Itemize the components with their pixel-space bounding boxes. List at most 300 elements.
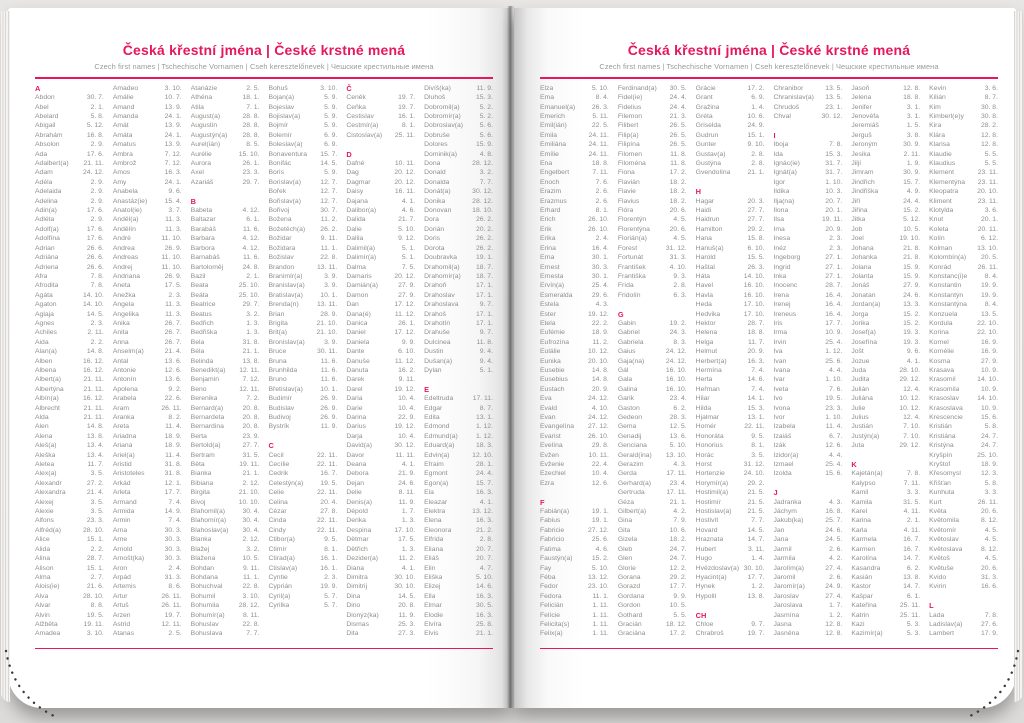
name-day-date: 1. 4. (751, 555, 765, 563)
first-name: Dušan(a) (424, 357, 453, 365)
first-name: Ivor (773, 414, 785, 422)
name-day-date: 12. 3. (980, 470, 998, 478)
first-name: Darja (346, 432, 363, 440)
first-name: Blahomil(a) (190, 508, 226, 516)
first-name: Gleb (617, 545, 633, 553)
name-day-date: 5. 7. (324, 592, 338, 600)
first-name: Hektor (695, 319, 716, 327)
name-day-date: 10. 10. (238, 498, 260, 506)
first-name: Branimír(a) (268, 272, 303, 280)
name-entry (191, 460, 260, 469)
name-day-date: 13. 4. (86, 442, 104, 450)
name-day-date: 26. 1. (242, 160, 260, 168)
name-day-date: 13. 5. (825, 94, 843, 102)
name-entry (113, 140, 182, 149)
letter-header: L (929, 601, 934, 611)
first-name: Květoslava (929, 545, 963, 553)
name-day-date: 30. 3. (164, 526, 182, 534)
first-name: Barbara (190, 235, 215, 243)
name-day-date: 21. 11. (83, 404, 104, 412)
first-name: Florián(a) (617, 235, 647, 243)
name-entry (35, 601, 104, 610)
name-day-date: 7. 4. (168, 498, 182, 506)
first-name: Hypolit (695, 592, 717, 600)
name-entry (191, 225, 260, 234)
first-name: Eliana (424, 545, 444, 553)
first-name: Hvězdoslav(a) (695, 564, 740, 572)
first-name: Aurora (190, 160, 212, 168)
name-day-date: 3. 6. (984, 207, 998, 215)
name-entry (191, 309, 260, 318)
name-entry (773, 497, 842, 506)
name-entry (113, 469, 182, 478)
first-name: Felicián (540, 602, 564, 610)
name-day-date: 2. 9. (90, 216, 104, 224)
name-entry (540, 225, 609, 234)
first-name: Dustin (424, 348, 444, 356)
name-day-date: 30. 3. (164, 536, 182, 544)
name-day-date: 7. 12. (164, 160, 182, 168)
name-day-date: 3. 3. (984, 489, 998, 497)
name-day-date: 14. 7. (903, 583, 921, 591)
name-day-date: 3. 10. (242, 592, 260, 600)
first-name: Alexandr (35, 479, 62, 487)
name-day-date: 15. 2. (903, 310, 921, 318)
first-name: Kateřina (851, 602, 877, 610)
name-day-date: 17. 11. (472, 395, 493, 403)
name-entry (773, 573, 842, 582)
name-entry (929, 234, 998, 243)
name-entry (424, 234, 493, 243)
first-name: Damián(a) (346, 282, 379, 290)
first-name: Kasián (851, 573, 873, 581)
name-day-date: 7. 4. (751, 385, 765, 393)
name-entry (540, 356, 609, 365)
name-entry (540, 281, 609, 290)
name-day-date: 17. 5. (164, 282, 182, 290)
name-entry (540, 291, 609, 300)
name-entry (268, 291, 337, 300)
name-entry (540, 328, 609, 337)
first-name: Edeltruda (424, 395, 454, 403)
name-column (35, 84, 104, 639)
name-entry (191, 620, 260, 629)
name-entry (268, 582, 337, 591)
name-day-date: 9. 7. (479, 301, 493, 309)
name-day-date: 30. 4. (242, 517, 260, 525)
name-entry (35, 535, 104, 544)
name-entry (35, 131, 104, 140)
name-entry (851, 563, 920, 572)
first-name: Adriána (35, 254, 59, 262)
name-entry (696, 620, 765, 629)
name-entry (35, 610, 104, 619)
name-day-date: 12. 8. (980, 131, 998, 139)
name-day-date: 16. 3. (475, 592, 493, 600)
name-entry (929, 196, 998, 205)
name-day-date: 26. 6. (86, 244, 104, 252)
name-entry (424, 178, 493, 187)
name-entry (696, 112, 765, 121)
name-day-date: 17. 10. (743, 310, 765, 318)
first-name: Brandon (268, 263, 295, 271)
name-entry (35, 244, 104, 253)
name-day-date: 6. 10. (398, 348, 416, 356)
first-name: Flavie (617, 188, 636, 196)
first-name: Havla (695, 291, 714, 299)
name-entry (346, 432, 415, 441)
first-name: Donald (424, 169, 446, 177)
first-name: Cézar (268, 508, 287, 516)
name-entry (618, 225, 687, 234)
name-day-date: 2. 4. (595, 235, 609, 243)
first-name: Gaja(na) (617, 357, 645, 365)
name-entry (113, 592, 182, 601)
name-entry (773, 159, 842, 168)
name-day-date: 13. 9. (164, 122, 182, 130)
first-name: Arnold (112, 545, 133, 553)
name-day-date: 14. 10. (743, 272, 765, 280)
name-day-date: 24. 11. (588, 150, 609, 158)
name-day-date: 26. 2. (475, 216, 493, 224)
first-name: Hostimír (695, 498, 721, 506)
name-entry (35, 394, 104, 403)
name-entry (346, 375, 415, 384)
name-entry (268, 178, 337, 187)
name-entry (929, 460, 998, 469)
first-name: Dan (346, 301, 359, 309)
name-day-date: 4. 1. (401, 461, 416, 469)
first-name: Ima (773, 225, 785, 233)
name-day-date: 2. 9. (90, 188, 104, 196)
name-entry (929, 112, 998, 121)
name-day-date: 16. 3. (475, 517, 493, 525)
first-name: Arna (112, 526, 128, 534)
first-name: Ingeborg (773, 254, 801, 262)
name-day-date: 12. 10. (472, 451, 493, 459)
name-day-date: 26. 9. (320, 404, 338, 412)
name-day-date: 24. 12. (83, 169, 104, 177)
letter-header: D (346, 149, 352, 159)
name-entry (851, 620, 920, 629)
name-day-date: 25. 4. (825, 461, 843, 469)
first-name: Amanda (112, 113, 139, 121)
first-name: Donovan (424, 207, 452, 215)
first-name: Alvar (35, 602, 51, 610)
first-name: Heřman (695, 385, 720, 393)
letter-header: F (540, 497, 545, 507)
name-day-date: 16. 9. (980, 338, 998, 346)
first-name: Barabáš (190, 225, 216, 233)
name-entry (696, 403, 765, 412)
first-name: Herbert(a) (695, 357, 727, 365)
first-name: Dulcinea (424, 338, 451, 346)
first-name: Fridolín (617, 291, 641, 299)
name-entry (618, 84, 687, 93)
name-entry (929, 309, 998, 318)
first-name: Ferdinand(a) (617, 84, 657, 92)
name-day-date: 24. 7. (669, 545, 687, 553)
name-day-date: 17. 2. (747, 84, 765, 92)
first-name: Dante (346, 348, 365, 356)
name-day-date: 22. 5. (591, 122, 609, 130)
name-day-date: 30. 7. (320, 207, 338, 215)
name-entry (113, 573, 182, 582)
name-entry (618, 206, 687, 215)
first-name: Filomen (617, 150, 643, 158)
name-entry (424, 140, 493, 149)
name-entry (268, 253, 337, 262)
first-name: Korina (929, 329, 949, 337)
name-day-date: 19. 5. (320, 479, 338, 487)
name-day-date: 11. 6. (242, 254, 260, 262)
name-entry (773, 592, 842, 601)
name-day-date: 24. 11. (588, 141, 609, 149)
first-name: Efraim (424, 461, 444, 469)
name-entry (191, 102, 260, 111)
name-column (424, 84, 493, 639)
name-day-date: 13. 11. (317, 263, 338, 271)
name-entry (696, 131, 765, 140)
first-name: Kalypso (851, 479, 876, 487)
name-day-date: 28. 8. (242, 122, 260, 130)
first-name: Blanka (190, 536, 212, 544)
name-entry (851, 432, 920, 441)
name-day-date: 29. 7. (242, 301, 260, 309)
name-entry (35, 620, 104, 629)
name-day-date: 15. 9. (903, 263, 921, 271)
first-name: Daria (346, 395, 363, 403)
name-day-date: 24. 12. (588, 414, 609, 422)
name-entry (268, 413, 337, 422)
first-name: Jonatan (851, 291, 876, 299)
name-day-date: 23. 3. (242, 169, 260, 177)
name-day-date: 20. 11. (977, 225, 998, 233)
name-day-date: 5. 6. (479, 122, 493, 130)
name-day-date: 16. 3. (475, 611, 493, 619)
first-name: Evženie (540, 461, 565, 469)
first-name: Brigita (268, 319, 288, 327)
name-day-date: 19. 3. (903, 338, 921, 346)
name-day-date: 16. 10. (743, 282, 765, 290)
name-day-date: 21. 11. (83, 385, 104, 393)
first-name: Darek (346, 376, 365, 384)
name-entry (35, 338, 104, 347)
name-entry (851, 394, 920, 403)
name-day-date: 8. 8. (90, 602, 104, 610)
name-entry (929, 413, 998, 422)
name-day-date: 24. 7. (669, 555, 687, 563)
name-entry (113, 253, 182, 262)
name-day-date: 8. 2. (168, 414, 182, 422)
name-day-date: 30. 10. (394, 573, 416, 581)
name-entry (191, 93, 260, 102)
first-name: Gertruda (617, 489, 645, 497)
name-day-date: 20. 6. (669, 207, 687, 215)
name-entry (191, 601, 260, 610)
first-name: Eduard(a) (424, 442, 455, 450)
first-name: Jorika (851, 319, 870, 327)
name-entry (696, 356, 765, 365)
name-day-date: 12. 6. (825, 442, 843, 450)
first-name: Forest (617, 244, 638, 252)
name-entry (268, 479, 337, 488)
name-entry (346, 206, 415, 215)
first-name: Aurel(ián) (190, 141, 221, 149)
first-name: Gvendolína (695, 169, 731, 177)
name-entry (424, 516, 493, 525)
name-entry (424, 328, 493, 337)
name-day-date: 5. 10. (591, 84, 609, 92)
name-day-date: 15. 7. (903, 178, 921, 186)
first-name: Filoména (617, 160, 646, 168)
first-name: Helena (695, 329, 718, 337)
name-entry (191, 319, 260, 328)
name-day-date: 10. 5. (242, 555, 260, 563)
name-day-date: 11. 3. (165, 225, 182, 233)
first-name: Ernest (540, 263, 560, 271)
name-entry (268, 244, 337, 253)
name-entry (851, 441, 920, 450)
name-entry (35, 121, 104, 130)
name-day-date: 2. 11. (903, 150, 921, 158)
name-day-date: 25. 4. (825, 338, 843, 346)
name-entry (540, 582, 609, 591)
first-name: Jiljí (851, 160, 862, 168)
first-name: Ladislav(a) (929, 620, 963, 628)
first-name: Erina (540, 244, 556, 252)
name-entry (346, 422, 415, 431)
name-entry (113, 545, 182, 554)
name-entry (346, 460, 415, 469)
name-day-date: 27. 2. (86, 479, 104, 487)
first-name: Beatus (190, 310, 212, 318)
name-entry (268, 168, 337, 177)
first-name: Božidara (268, 244, 296, 252)
first-name: Bruno (268, 376, 287, 384)
name-day-date: 27. 4. (825, 592, 843, 600)
first-name: Felicita(s) (540, 620, 570, 628)
name-entry (35, 225, 104, 234)
name-entry (268, 545, 337, 554)
name-entry (851, 610, 920, 619)
name-day-date: 3. 2. (246, 545, 260, 553)
first-name: Glen (617, 555, 633, 563)
first-name: Fabius (540, 517, 561, 525)
name-entry (929, 535, 998, 544)
name-entry (851, 573, 920, 582)
name-entry (268, 149, 337, 158)
first-name: Beata (190, 282, 209, 290)
name-day-date: 2. 8. (673, 282, 687, 290)
name-entry (35, 516, 104, 525)
first-name: Hilda (695, 404, 712, 412)
first-name: Konstanc(i)e (929, 272, 968, 280)
blank-row (191, 187, 260, 196)
name-day-date: 11. 10. (161, 235, 182, 243)
name-day-date: 26. 5. (669, 141, 687, 149)
name-entry (929, 394, 998, 403)
name-entry (191, 281, 260, 290)
name-day-date: 2. 11. (87, 329, 104, 337)
name-entry (851, 629, 920, 638)
letter-header: H (695, 187, 701, 197)
name-entry (773, 93, 842, 102)
name-day-date: 10. 12. (899, 404, 921, 412)
name-day-date: 10. 1. (320, 291, 338, 299)
name-day-date: 17. 6. (86, 150, 104, 158)
first-name: Fabricio (540, 536, 565, 544)
name-day-date: 2. 2. (90, 338, 104, 346)
name-entry (618, 497, 687, 506)
name-entry (851, 366, 920, 375)
name-day-date: 11. 9. (320, 423, 338, 431)
name-day-date: 24. 12. (665, 348, 687, 356)
name-day-date: 9. 9. (673, 592, 687, 600)
name-day-date: 3. 9. (324, 282, 338, 290)
name-day-date: 21. 2. (475, 526, 493, 534)
name-day-date: 21. 8. (903, 254, 921, 262)
name-day-date: 4. 3. (595, 301, 609, 309)
name-entry (696, 328, 765, 337)
first-name: Iris (773, 319, 783, 327)
first-name: Jasna (773, 620, 792, 628)
name-entry (346, 554, 415, 563)
first-name: Ilsa (773, 216, 785, 224)
name-entry (540, 441, 609, 450)
name-entry (268, 535, 337, 544)
name-day-date: 19. 11. (239, 461, 260, 469)
name-entry (851, 403, 920, 412)
first-name: Amálie (112, 94, 134, 102)
name-day-date: 10. 3. (825, 188, 843, 196)
name-entry (424, 563, 493, 572)
name-entry (773, 620, 842, 629)
name-entry (191, 592, 260, 601)
first-name: Jozue (851, 357, 870, 365)
first-name: Konstantýna (929, 301, 967, 309)
name-entry (618, 526, 687, 535)
name-entry (929, 356, 998, 365)
first-name: Afra (35, 272, 48, 280)
first-name: Gerda (617, 470, 637, 478)
name-entry (540, 93, 609, 102)
name-entry (618, 102, 687, 111)
first-name: Alice (35, 536, 50, 544)
name-entry (618, 319, 687, 328)
name-entry (424, 526, 493, 535)
name-day-date: 26. 11. (161, 404, 182, 412)
name-entry (851, 479, 920, 488)
first-name: Aristoteles (112, 470, 145, 478)
name-column (540, 84, 609, 639)
name-entry (113, 291, 182, 300)
first-name: Albena (35, 366, 57, 374)
name-entry (618, 149, 687, 158)
name-entry (851, 469, 920, 478)
first-name: Kašpar (851, 592, 873, 600)
name-entry (851, 178, 920, 187)
name-entry (268, 102, 337, 111)
first-name: Florentýn (617, 216, 647, 224)
name-day-date: 24. 12. (665, 357, 687, 365)
first-name: Berta (190, 432, 207, 440)
first-name: Benjamin (190, 376, 219, 384)
name-entry (113, 497, 182, 506)
letter-header: I (773, 130, 776, 140)
name-day-date: 26. 2. (475, 244, 493, 252)
name-day-date: 30. 11. (317, 348, 338, 356)
